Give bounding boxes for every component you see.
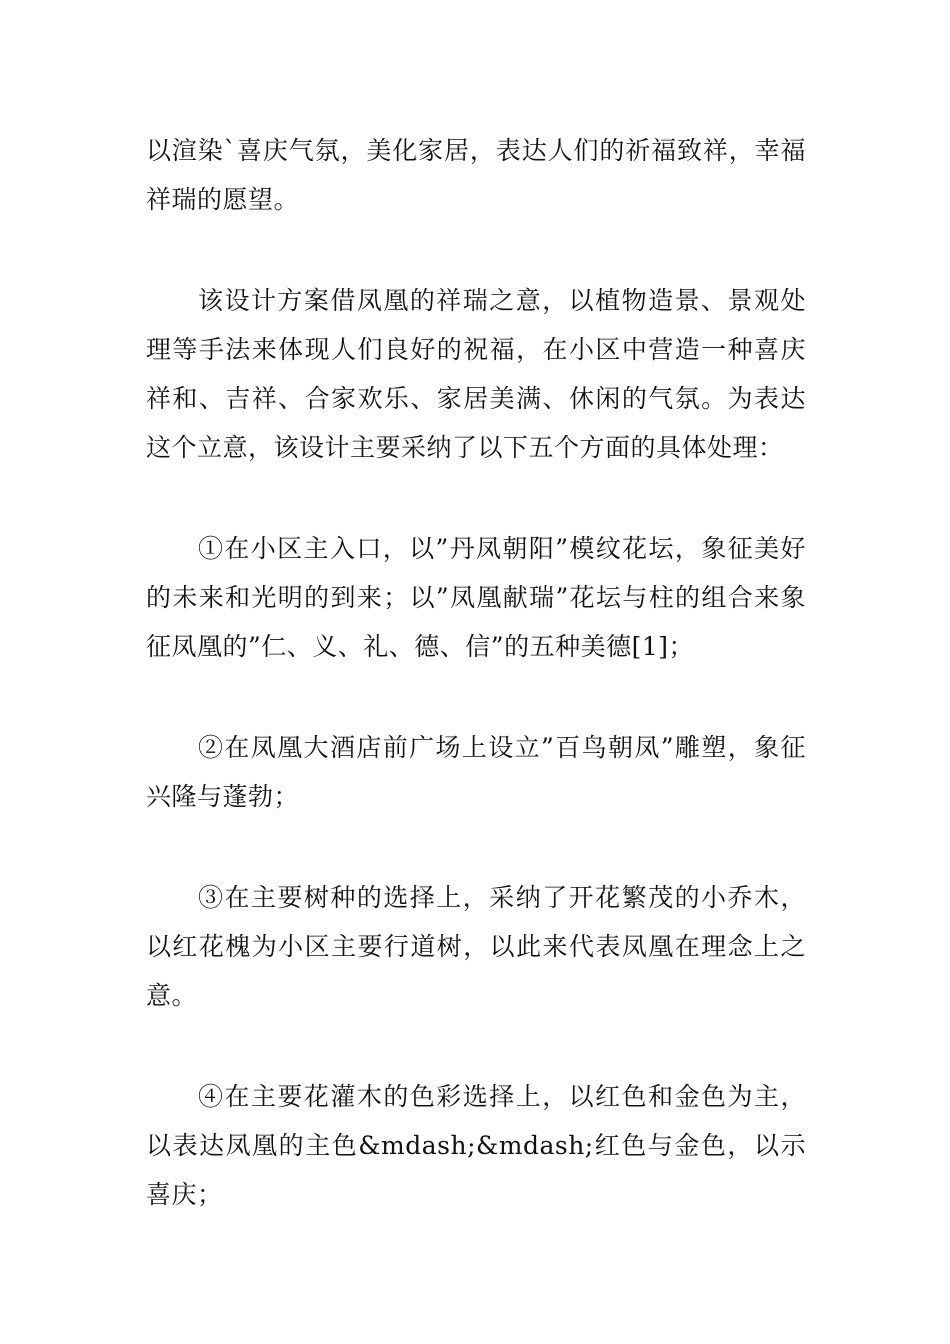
document-page (146, 126, 806, 1219)
paragraph-point-3: ③在主要树种的选择上，采纳了开花繁茂的小乔木，以红花槐为小区主要行道树，以此来代表凤凰在理念上之意。 (146, 883, 806, 1010)
paragraph-point-1: ①在小区主入口，以”丹凤朝阳”模纹花坛，象征美好的未来和光明的到来；以”凤凰献瑞”花坛与柱的组合来象征凤凰的”仁、义、礼、德、信”的五种美德[1]； (146, 534, 806, 661)
paragraph-point-4: ④在主要花灌木的色彩选择上，以红色和金色为主，以表达凤凰的主色&mdash;&mdash;红色与金色，以示喜庆； (146, 1082, 806, 1209)
paragraph-intro-continuation: 以渲染`喜庆气氛，美化家居，表达人们的祈福致祥，幸福祥瑞的愿望。 (146, 136, 806, 214)
paragraph-point-2: ②在凤凰大酒店前广场上设立”百鸟朝凤”雕塑，象征兴隆与蓬勃； (146, 733, 806, 811)
paragraph-design-concept: 该设计方案借凤凰的祥瑞之意，以植物造景、景观处理等手法来体现人们良好的祝福，在小区中营造一种喜庆祥和、吉祥、合家欢乐、家居美满、休闲的气氛。为表达这个立意，该设计主要采纳了以下五个方面的具体处理： (146, 286, 806, 462)
